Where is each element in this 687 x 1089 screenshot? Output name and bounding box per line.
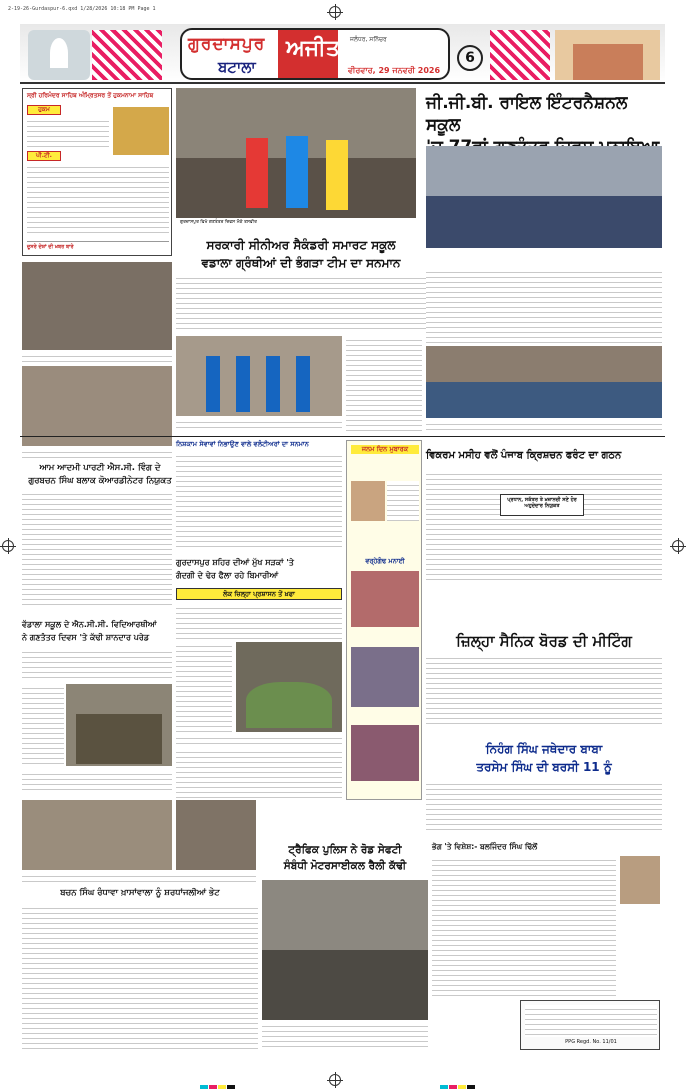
masthead-city: ਗੁਰਦਾਸਪੁਰ <box>188 34 266 54</box>
text-lines <box>27 117 109 147</box>
registration-mark <box>329 1074 341 1086</box>
masthead-edition: ਜਲੰਧਰ, ਸਨਿੱਚਰ <box>350 36 387 43</box>
tribute-photo <box>22 800 172 870</box>
couple-photo <box>351 647 419 707</box>
couple-photo <box>351 571 419 627</box>
vikram-headline: ਵਿਕਰਮ ਮਸੀਹ ਵਲੋਂ ਪੰਜਾਬ ਕ੍ਰਿਸ਼ਚਨ ਫਰੰਟ ਦਾ ਗਠਨ <box>426 450 622 461</box>
photo-caption: ਗੁਰਦਾਸਪੁਰ ਵਿਖੇ ਗਣਤੰਤਰ ਦਿਵਸ ਮੌਕੇ ਤਸਵੀਰ <box>180 220 257 225</box>
article-text <box>22 648 172 682</box>
motorcycle-rally-photo <box>262 880 428 1020</box>
ncc-headline: ਵੱਡਾਲਾ ਸਕੂਲ ਦੇ ਐਨ.ਸੀ.ਸੀ. ਵਿਦਿਆਰਥੀਆਂ ਨੇ ਗਣਤੰਤਰ ਦਿਵਸ 'ਤੇ ਕੱਢੀ ਸ਼ਾਨਦਾਰ ਪਰੇਡ <box>22 620 157 642</box>
anniversary-title: ਵਰ੍ਹੇਗੰਢ ਮਨਾਈ <box>365 557 405 565</box>
bhog-headline: ਭੋਗ 'ਤੇ ਵਿਸ਼ੇਸ਼:- ਬਲਜਿੰਦਰ ਸਿੰਘ ਢਿੱਲੋਂ <box>432 842 538 851</box>
students-photo <box>426 346 662 418</box>
school-event-photo <box>426 146 662 248</box>
hukamnama-box <box>22 88 172 256</box>
child-photo <box>351 481 385 521</box>
print-slug: 2-19-26-Gurdaspur-6.qxd 1/28/2026 10:18 PM Page 1 <box>8 6 156 12</box>
article-text <box>22 770 172 794</box>
caption-lines <box>176 418 342 430</box>
bhog-portrait <box>620 856 660 904</box>
masthead-brand: ਅਜੀਤ <box>286 36 340 61</box>
color-bar <box>440 1076 476 1089</box>
school-caption <box>426 252 662 264</box>
greetings-column <box>346 440 422 800</box>
article-text <box>22 490 172 606</box>
portrait-photo <box>176 800 256 870</box>
registration-mark <box>329 6 341 18</box>
article-text <box>176 452 342 548</box>
color-bar <box>200 1076 236 1089</box>
ncc-parade-photo <box>66 684 172 766</box>
temple-illustration-left <box>28 30 90 80</box>
birthday-title: ਜਨਮ ਦਿਨ ਮੁਬਾਰਕ <box>351 445 419 454</box>
article-text <box>22 684 64 768</box>
building-illustration-right <box>555 30 660 80</box>
ggb-school-headline: ਜੀ.ਜੀ.ਬੀ. ਰਾਇਲ ਇੰਟਰਨੈਸ਼ਨਲ ਸਕੂਲ <box>426 93 628 135</box>
couple-photo <box>351 725 419 781</box>
article-text <box>262 1022 428 1050</box>
smart-school-headline: ਸਰਕਾਰੀ ਸੀਨੀਅਰ ਸੈਕੰਡਰੀ ਸਮਾਰਟ ਸਕੂਲ ਵਡਾਲਾ ਗ੍ਰੰਥੀਆਂ ਦੀ ਭੰਗੜਾ ਟੀਮ ਦਾ ਸਨਮਾਨ <box>201 238 401 270</box>
republic-day-photo <box>176 88 416 218</box>
decorative-pattern <box>490 30 550 80</box>
article-text <box>22 904 258 1050</box>
registration-mark <box>2 540 14 552</box>
caption-lines <box>22 352 172 364</box>
group-photo <box>22 366 172 446</box>
greeting-text <box>387 481 419 521</box>
article-text <box>176 748 342 798</box>
traffic-headline: ਟ੍ਰੈਫਿਕ ਪੁਲਿਸ ਨੇ ਰੋਡ ਸੇਫਟੀ ਸੰਬੰਧੀ ਮੋਟਰਸਾਈਕਲ ਰੈਲੀ ਕੱਢੀ <box>283 844 407 872</box>
imprint-box <box>520 1000 660 1050</box>
article-text <box>426 654 662 726</box>
barsi-headline: ਨਿਹੰਗ ਸਿੰਘ ਜਥੇਦਾਰ ਬਾਬਾ ਤਰਸੇਮ ਸਿੰਘ ਦੀ ਬਰਸੀ 11 ਨੂੰ <box>476 742 612 774</box>
aap-headline: ਆਮ ਆਦਮੀ ਪਾਰਟੀ ਐਸ.ਸੀ. ਵਿੰਗ ਦੇ ਗੁਰਬਚਨ ਸਿੰਘ ਬਲਾਕ ਕੋਆਰਡੀਨੇਟਰ ਨਿਯੁਕਤ <box>28 463 172 486</box>
article-text <box>426 268 662 344</box>
garbage-photo <box>236 642 342 732</box>
text-lines <box>27 163 169 237</box>
caption-lines <box>22 872 256 884</box>
masthead <box>180 28 450 80</box>
divider <box>20 436 665 437</box>
vikram-badge: ਪ੍ਰਧਾਨ, ਸਕੱਤਰ ਤੇ ਖ਼ਜ਼ਾਨਚੀ ਸਣੇ ਹੋਰ ਅਹੁਦੇਦਾਰ ਨਿਯੁਕਤ <box>500 494 584 516</box>
article-text <box>176 274 426 332</box>
article-text <box>426 470 662 580</box>
caption-lines <box>426 420 662 432</box>
masthead-subcity: ਬਟਾਲਾ <box>218 58 256 76</box>
roads-headline: ਗੁਰਦਾਸਪੁਰ ਸ਼ਹਿਰ ਦੀਆਂ ਮੁੱਖ ਸੜਕਾਂ 'ਤੇ ਗੰਦਗੀ ਦੇ ਢੇਰ ਫੈਲਾ ਰਹੇ ਬਿਮਾਰੀਆਂ <box>176 558 294 580</box>
volunteers-headline: ਨਿਸ਼ਕਾਮ ਸੇਵਾਵਾਂ ਨਿਭਾਉਣ ਵਾਲੇ ਵਲੰਟੀਅਰਾਂ ਦਾ ਸਨਮਾਨ <box>176 440 309 448</box>
registration-mark <box>672 540 684 552</box>
article-text <box>346 336 422 432</box>
article-text <box>432 856 616 996</box>
golden-temple-photo <box>113 107 169 155</box>
sainik-headline: ਜ਼ਿਲ੍ਹਾ ਸੈਨਿਕ ਬੋਰਡ ਦੀ ਮੀਟਿੰਗ <box>456 632 632 650</box>
caption-lines <box>176 734 342 746</box>
registration-number: PPG Regd. No. 11/01 <box>565 1039 617 1045</box>
caption-lines <box>22 448 172 460</box>
bhangra-team-photo <box>176 336 342 416</box>
article-text <box>176 604 342 642</box>
hukam-tag: ਹੁਕਮ <box>27 105 61 115</box>
pt-tag: ਪੀ.ਟੀ. <box>27 151 61 161</box>
roads-banner: ਲੋਕ ਜ਼ਿਲ੍ਹਾ ਪ੍ਰਸ਼ਾਸਨ ਤੋਂ ਖ਼ਫਾ <box>176 588 342 600</box>
masthead-date: ਵੀਰਵਾਰ, 29 ਜਨਵਰੀ 2026 <box>348 66 441 75</box>
bachan-headline: ਬਚਨ ਸਿੰਘ ਰੰਧਾਵਾ ਖ਼ਾਸਾਂਵਾਲਾ ਨੂੰ ਸ਼ਰਧਾਂਜਲੀਆਂ ਭੇਟ <box>60 888 220 898</box>
page-number: 6 <box>457 45 483 71</box>
article-text <box>426 780 662 832</box>
award-photo <box>22 262 172 350</box>
article-text <box>176 642 232 732</box>
box-footer: ਦੂਸਰੇ ਦੇਸ਼ਾਂ ਦੀ ਖ਼ਬਰ ਬਾਰੇ <box>27 241 169 250</box>
hukamnama-title: ਸ੍ਰੀ ਹਰਿਮੰਦਰ ਸਾਹਿਬ ਅੰਮ੍ਰਿਤਸਰ ਤੋਂ ਹੁਕਮਨਾਮਾ ਸਾਹਿਬ <box>27 92 154 99</box>
decorative-pattern <box>92 30 162 80</box>
